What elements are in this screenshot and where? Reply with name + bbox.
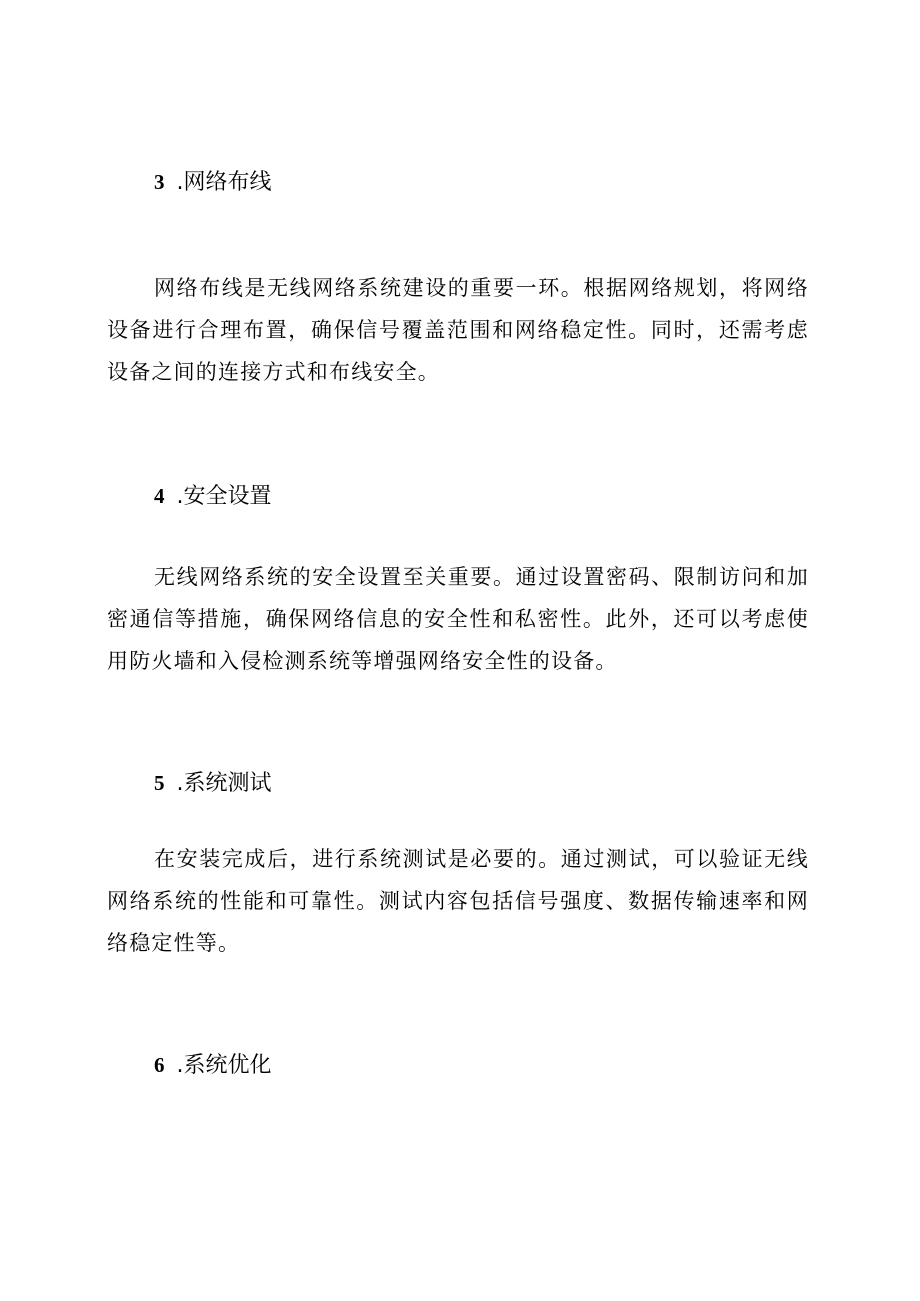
- section-heading-network-cabling: [154, 167, 272, 198]
- section-heading-system-testing: [154, 768, 272, 799]
- section-title: .系统优化: [176, 1053, 272, 1078]
- section-title: .网络布线: [176, 170, 272, 195]
- section-number: 6: [154, 1053, 165, 1077]
- section-heading-security-settings: [154, 481, 272, 512]
- section-number: 5: [154, 771, 165, 795]
- section-paragraph-security-settings: 无线网络系统的安全设置至关重要。通过设置密码、限制访问和加密通信等措施，确保网络信息的安全性和私密性。此外，还可以考虑使用防火墙和入侵检测系统等增强网络安全性的设备。: [107, 565, 809, 673]
- section-paragraph-system-testing: 在安装完成后，进行系统测试是必要的。通过测试，可以验证无线网络系统的性能和可靠性。测试内容包括信号强度、数据传输速率和网络稳定性等。: [107, 847, 809, 955]
- section-title: .系统测试: [176, 771, 272, 796]
- section-number: 3: [154, 170, 165, 194]
- section-heading-system-optimization: [154, 1050, 272, 1081]
- section-paragraph-network-cabling: 网络布线是无线网络系统建设的重要一环。根据网络规划，将网络设备进行合理布置，确保信号覆盖范围和网络稳定性。同时，还需考虑设备之间的连接方式和布线安全。: [107, 276, 809, 384]
- section-number: 4: [154, 484, 165, 508]
- section-title: .安全设置: [176, 484, 272, 509]
